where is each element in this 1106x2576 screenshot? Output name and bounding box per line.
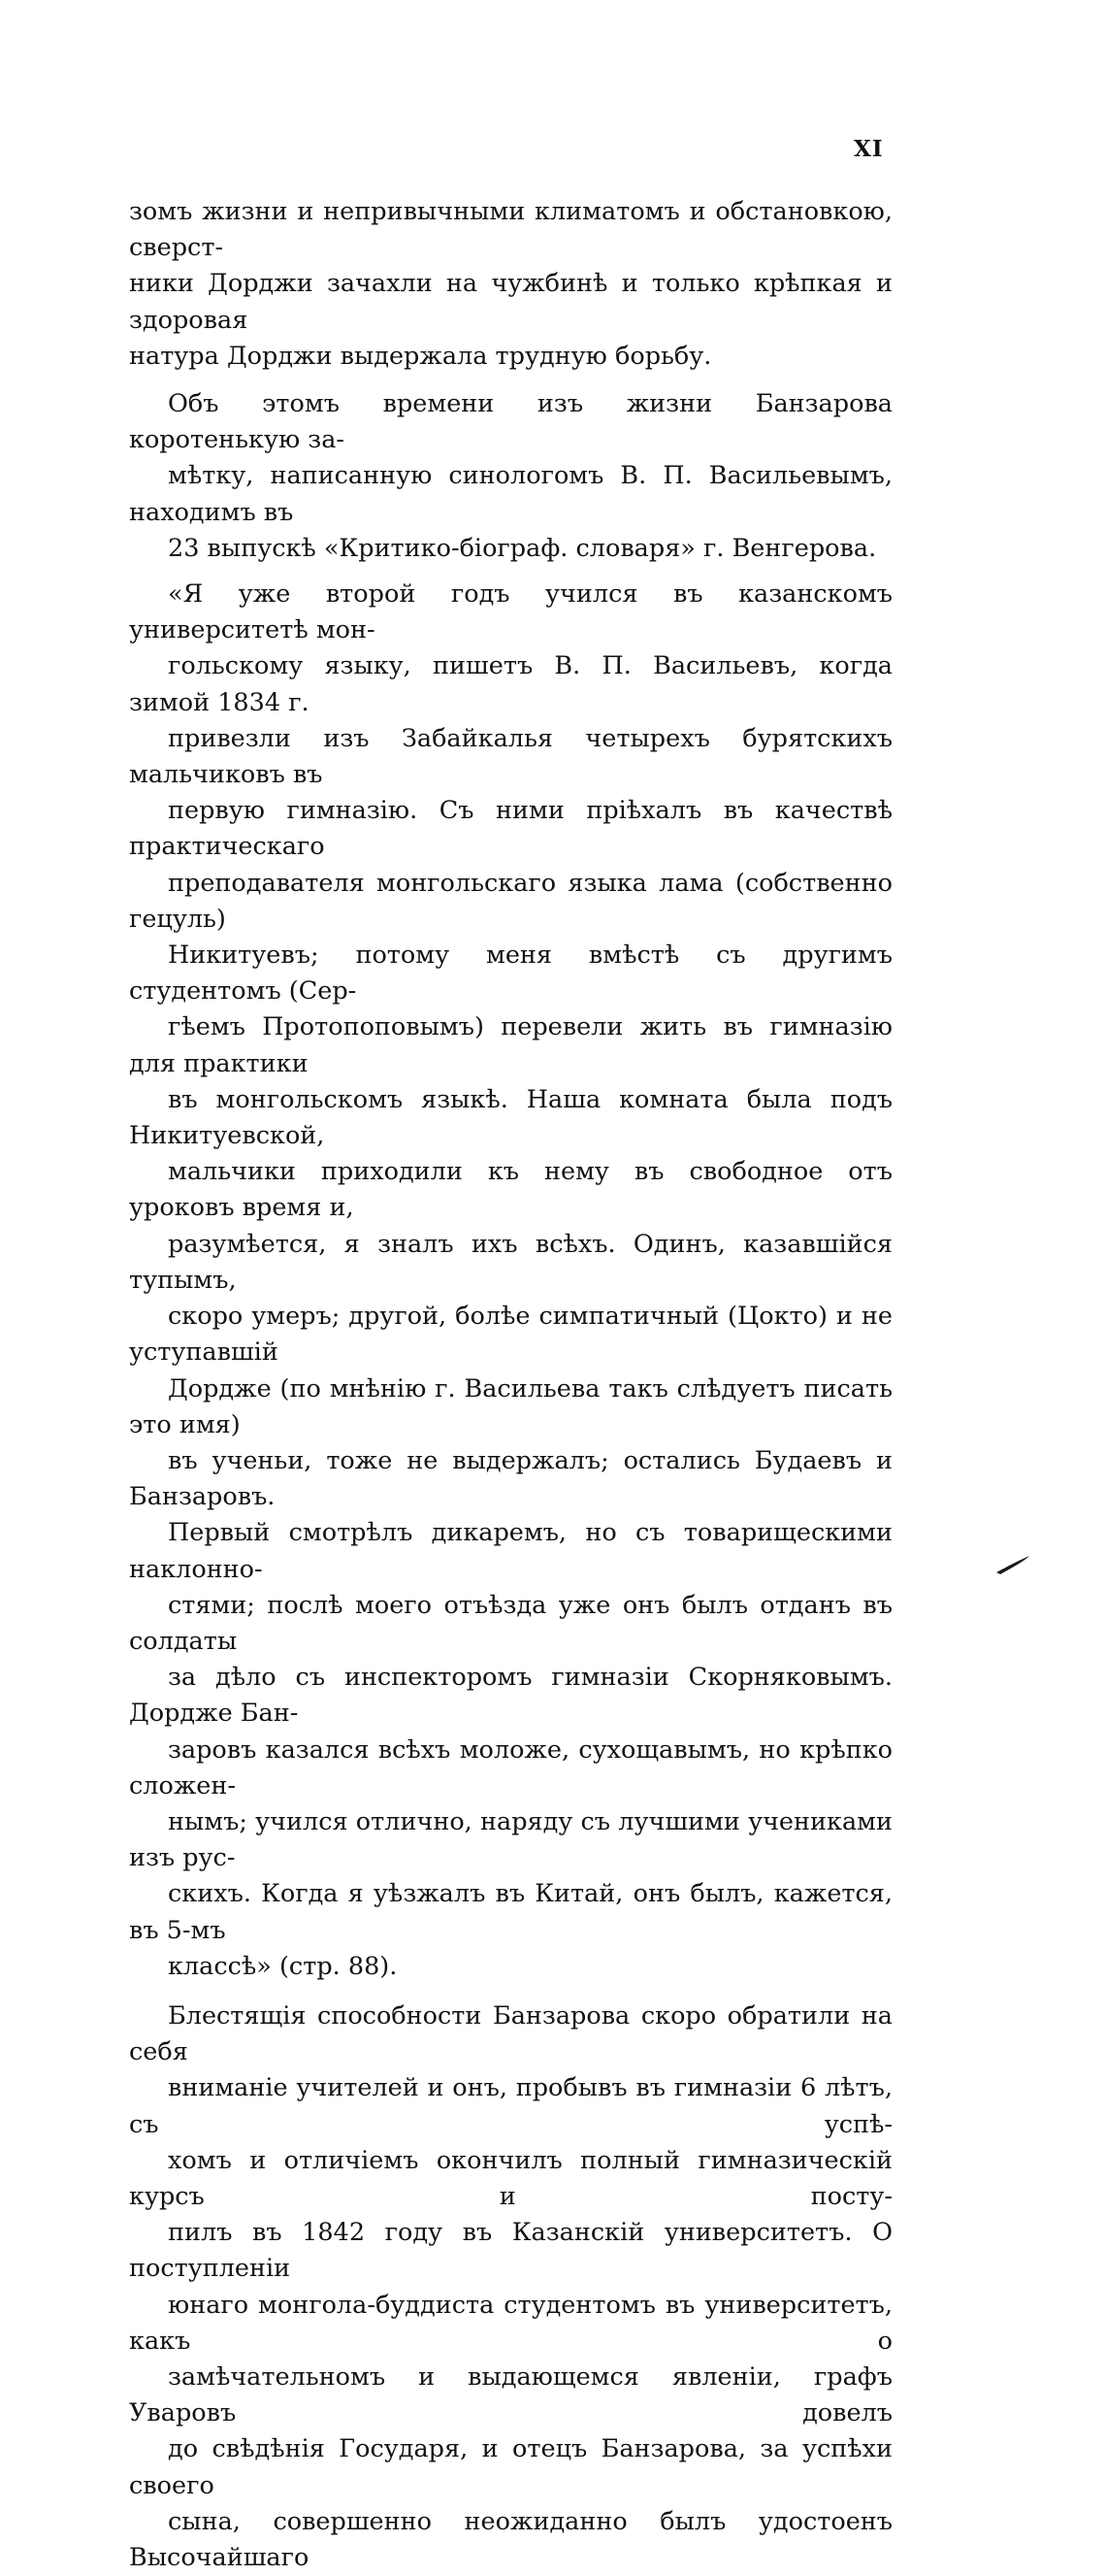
- ink-mark-icon: [994, 1553, 1033, 1576]
- text-line: Объ этомъ времени изъ жизни Банзарова коротенькую за-: [129, 389, 893, 455]
- text-line: мальчики приходили къ нему въ свободное отъ уроковъ время и,: [129, 1157, 893, 1223]
- text-line: за дѣло съ инспекторомъ гимназіи Скорняковымъ. Дордже Бан-: [129, 1663, 893, 1729]
- text-line: классѣ» (стр. 88).: [168, 1951, 398, 1981]
- text-line: ники Дорджи зачахли на чужбинѣ и только крѣпкая и здоровая: [129, 269, 893, 335]
- text-line: «Я уже второй годъ учился въ казанскомъ университетѣ мон-: [129, 579, 893, 645]
- text-line: юнаго монгола-буддиста студентомъ въ университетъ, какъ о: [129, 2290, 893, 2356]
- text-line: гѣемъ Протопоповымъ) перевели жить въ гимназію для практики: [129, 1012, 893, 1078]
- page-number: XI: [854, 136, 884, 162]
- text-line: сына, совершенно неожиданно былъ удостоенъ Высочайшаго: [129, 2506, 893, 2572]
- text-line: 23 выпускѣ «Критико-біограф. словаря» г. Венгерова.: [168, 533, 877, 563]
- paragraph-1: [129, 194, 893, 375]
- text-line: скоро умеръ; другой, болѣе симпатичный (Цокто) и не уступавшій: [129, 1302, 893, 1368]
- text-line: хомъ и отличіемъ окончилъ полный гимназическій курсъ и посту-: [129, 2145, 893, 2211]
- text-line: Никитуевъ; потому меня вмѣстѣ съ другимъ студентомъ (Сер-: [129, 941, 893, 1007]
- text-line: привезли изъ Забайкалья четырехъ бурятскихъ мальчиковъ въ: [129, 723, 893, 790]
- text-line: стями; послѣ моего отъѣзда уже онъ былъ отданъ въ солдаты: [129, 1590, 893, 1656]
- text-line: первую гимназію. Съ ними пріѣхалъ въ качествѣ практическаго: [129, 796, 893, 862]
- paragraph-2: [129, 386, 893, 567]
- text-line: замѣчательномъ и выдающемся явленіи, графъ Уваровъ довелъ: [129, 2361, 893, 2428]
- text-line: скихъ. Когда я уѣзжалъ въ Китай, онъ былъ, кажется, въ 5-мъ: [129, 1879, 893, 1945]
- text-line: пилъ въ 1842 году въ Казанскій университетъ. О поступленіи: [129, 2218, 893, 2284]
- text-line: въ монгольскомъ языкѣ. Наша комната была подъ Никитуевской,: [129, 1084, 893, 1151]
- text-line: преподавателя монгольскаго языка лама (собственно гецуль): [129, 868, 893, 934]
- text-line: мѣтку, написанную синологомъ В. П. Васильевымъ, находимъ въ: [129, 461, 893, 527]
- text-line: заровъ казался всѣхъ моложе, сухощавымъ, но крѣпко сложен-: [129, 1734, 893, 1800]
- text-line: до свѣдѣнія Государя, и отецъ Банзарова, за успѣхи своего: [129, 2434, 893, 2500]
- text-line: гольскому языку, пишетъ В. П. Васильевъ, когда зимой 1834 г.: [129, 651, 893, 717]
- text-line: нымъ; учился отлично, наряду съ лучшими учениками изъ рус-: [129, 1806, 893, 1873]
- text-line: разумѣется, я зналъ ихъ всѣхъ. Одинъ, казавшійся тупымъ,: [129, 1229, 893, 1295]
- text-line: натура Дорджи выдержала трудную борьбу.: [129, 341, 712, 371]
- text-line: Блестящія способности Банзарова скоро обратили на себя: [129, 2000, 893, 2067]
- paragraph-4: [129, 1998, 893, 2576]
- text-line: зомъ жизни и непривычными климатомъ и обстановкою, сверст-: [129, 197, 893, 263]
- text-line: вниманіе учителей и онъ, пробывъ въ гимназіи 6 лѣтъ, съ успѣ-: [129, 2073, 893, 2139]
- text-line: Дордже (по мнѣнію г. Васильева такъ слѣдуетъ писать это имя): [129, 1373, 893, 1439]
- text-line: въ ученьи, тоже не выдержалъ; остались Будаевъ и Банзаровъ.: [129, 1445, 893, 1512]
- body-text: [129, 194, 893, 2576]
- text-line: Первый смотрѣлъ дикаремъ, но съ товарищескими наклонно-: [129, 1518, 893, 1584]
- paragraph-3-quotation: [129, 577, 893, 1985]
